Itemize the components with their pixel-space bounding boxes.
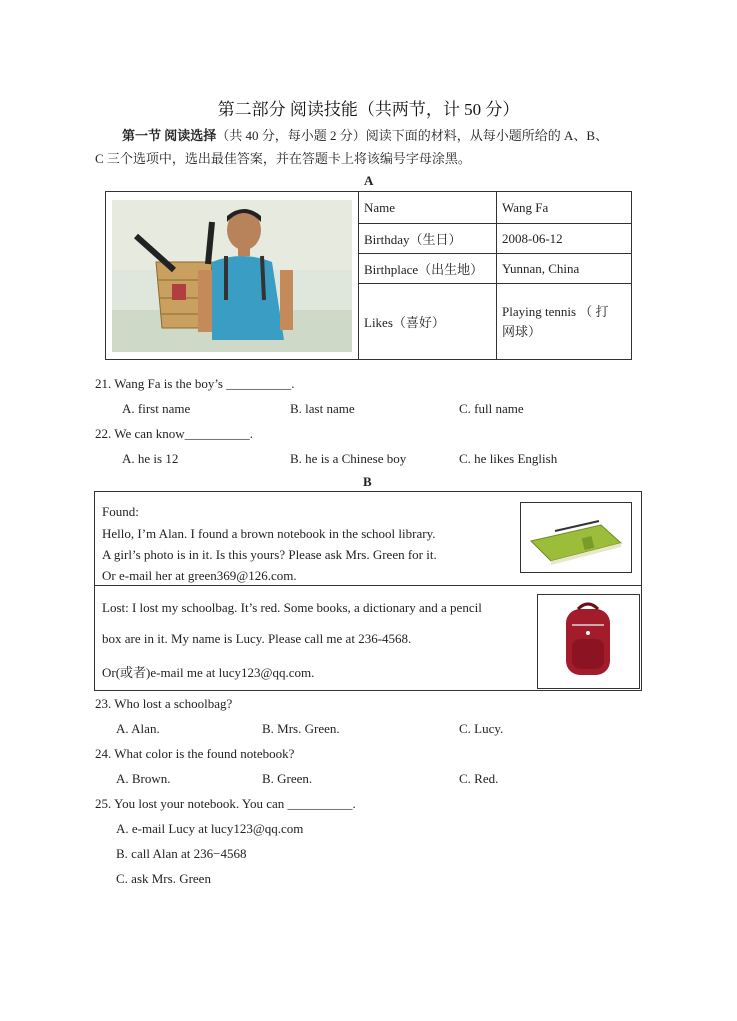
boy-photo bbox=[106, 192, 359, 359]
notebook-image bbox=[520, 502, 632, 573]
likes-value-line2: 网球） bbox=[502, 323, 542, 339]
likes-value bbox=[496, 284, 632, 359]
name-value: Wang Fa bbox=[502, 199, 549, 215]
question-23-option-c[interactable]: C. Lucy. bbox=[459, 721, 504, 736]
question-23-option-b[interactable]: B. Mrs. Green. bbox=[262, 721, 340, 736]
name-label: Name bbox=[364, 199, 396, 215]
question-22-option-b[interactable]: B. he is a Chinese boy bbox=[290, 451, 407, 466]
question-25-stem: 25. You lost your notebook. You can __________. bbox=[95, 796, 356, 811]
birthday-label: Birthday（生日） bbox=[364, 232, 462, 247]
page-title: 第二部分 阅读技能（共两节，计 50 分） bbox=[217, 100, 520, 119]
notice-box bbox=[94, 491, 642, 691]
likes-value-line1: Playing tennis （ 打 bbox=[502, 303, 609, 319]
lost-line-2: box are in it. My name is Lucy. Please call me at 236-4568. bbox=[102, 631, 412, 646]
question-22-option-a[interactable]: A. he is 12 bbox=[122, 451, 179, 466]
question-21-option-b[interactable]: B. last name bbox=[290, 401, 355, 416]
question-21-option-a[interactable]: A. first name bbox=[122, 401, 191, 416]
likes-label: Likes（喜好） bbox=[364, 315, 445, 330]
question-25-option-c[interactable]: C. ask Mrs. Green bbox=[116, 871, 211, 886]
found-line-1: Found: bbox=[102, 504, 139, 519]
question-25-option-b[interactable]: B. call Alan at 236−4568 bbox=[116, 846, 247, 861]
question-24-option-a[interactable]: A. Brown. bbox=[116, 771, 171, 786]
intro-line-2: C 三个选项中，选出最佳答案，并在答题卡上将该编号字母涂黑。 bbox=[95, 151, 471, 166]
schoolbag-image bbox=[537, 594, 640, 689]
section-label: 第一节 阅读选择 bbox=[122, 128, 217, 143]
intro-line-1-text: （共 40 分，每小题 2 分）阅读下面的材料，从每小题所给的 A、B、 bbox=[216, 128, 609, 143]
question-25-option-a[interactable]: A. e-mail Lucy at lucy123@qq.com bbox=[116, 821, 304, 836]
section-b-label: B bbox=[363, 474, 372, 489]
lost-line-1: Lost: I lost my schoolbag. It’s red. Some books, a dictionary and a pencil bbox=[102, 600, 482, 615]
question-23-stem: 23. Who lost a schoolbag? bbox=[95, 696, 233, 711]
birthplace-value: Yunnan, China bbox=[502, 260, 580, 276]
question-21-option-c[interactable]: C. full name bbox=[459, 401, 524, 416]
found-line-4: Or e-mail her at green369@126.com. bbox=[102, 568, 297, 583]
question-24-stem: 24. What color is the found notebook? bbox=[95, 746, 295, 761]
birthplace-label: Birthplace（出生地） bbox=[364, 262, 484, 277]
question-24-option-c[interactable]: C. Red. bbox=[459, 771, 499, 786]
question-23-option-a[interactable]: A. Alan. bbox=[116, 721, 160, 736]
question-21-stem: 21. Wang Fa is the boy’s __________. bbox=[95, 376, 295, 391]
question-22-stem: 22. We can know__________. bbox=[95, 426, 253, 441]
question-24-option-b[interactable]: B. Green. bbox=[262, 771, 313, 786]
section-a-label: A bbox=[364, 173, 374, 188]
lost-line-3: Or(或者)e-mail me at lucy123@qq.com. bbox=[102, 665, 315, 680]
found-line-2: Hello, I’m Alan. I found a brown notebook in the school library. bbox=[102, 526, 436, 541]
found-line-3: A girl’s photo is in it. Is this yours? Please ask Mrs. Green for it. bbox=[102, 547, 437, 562]
intro-line-1 bbox=[122, 125, 608, 144]
question-22-option-c[interactable]: C. he likes English bbox=[459, 451, 558, 466]
profile-table bbox=[105, 191, 632, 360]
birthday-value: 2008-06-12 bbox=[502, 230, 563, 246]
